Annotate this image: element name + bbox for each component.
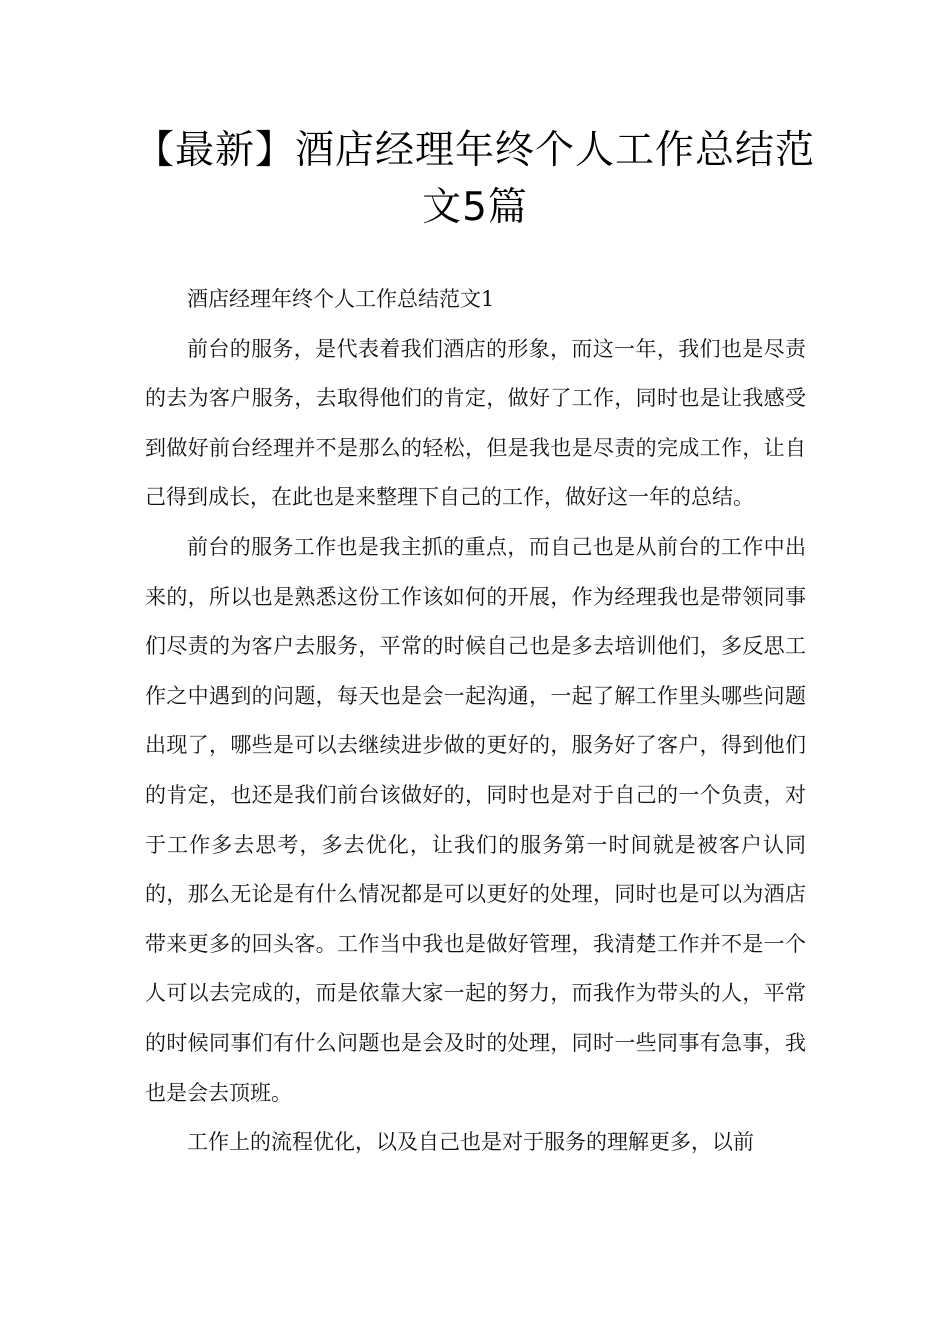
body-paragraph-1: 前台的服务，是代表着我们酒店的形象，而这一年，我们也是尽责的去为客户服务，去取得他们的肯定，做好了工作，同时也是让我感受到做好前台经理并不是那么的轻松，但是我也是尽责的完成工作，让自己得到成长，在此也是来整理下自己的工作，做好这一年的总结。	[145, 336, 806, 510]
body-paragraph-2: 前台的服务工作也是我主抓的重点，而自己也是从前台的工作中出来的，所以也是熟悉这份工作该如何的开展，作为经理我也是带领同事们尽责的为客户去服务，平常的时候自己也是多去培训他们，多反思工作之中遇到的问题，每天也是会一起沟通，一起了解工作里头哪些问题出现了，哪些是可以去继续进步做的更好的，服务好了客户，得到他们的肯定，也还是我们前台该做好的，同时也是对于自己的一个负责，对于工作多去思考，多去优化，让我们的服务第一时间就是被客户认同的，那么无论是有什么情况都是可以更好的处理，同时也是可以为酒店带来更多的回头客。工作当中我也是做好管理，我清楚工作并不是一个人可以去完成的，而是依靠大家一起的努力，而我作为带头的人，平常的时候同事们有什么问题也是会及时的处理，同时一些同事有急事，我也是会去顶班。	[145, 534, 806, 1105]
body-paragraph-3: 工作上的流程优化，以及自己也是对于服务的理解更多，以前	[187, 1130, 754, 1155]
section-heading: 酒店经理年终个人工作总结范文1	[187, 287, 495, 311]
document-title: 【最新】酒店经理年终个人工作总结范文5篇	[134, 128, 815, 230]
document-body	[145, 275, 806, 1168]
